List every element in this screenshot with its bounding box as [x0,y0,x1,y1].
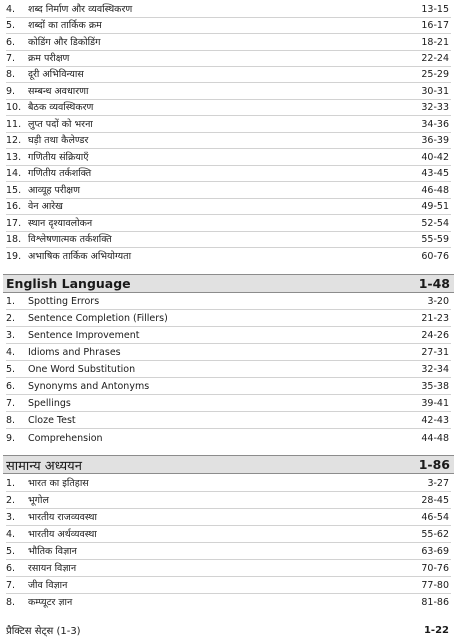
item-title: भूगोल [28,494,49,506]
item-title: भारत का इतिहास [28,477,89,489]
item-pages: 13-15 [421,3,449,15]
item-title: बैठक व्यवस्थिकरण [28,101,94,113]
section-header-english [3,274,454,293]
item-number: 7. [6,397,16,409]
item-number: 5. [6,545,16,557]
item-title: Synonyms and Antonyms [28,380,150,392]
item-pages: 43-45 [421,167,449,179]
toc-row [6,216,451,232]
section-pages: 1-48 [418,276,450,291]
toc-row [6,431,451,447]
item-number: 3. [6,329,16,341]
item-title: Comprehension [28,433,103,444]
item-title: गणितीय संक्रियाएँ [28,151,89,163]
item-pages: 27-31 [421,346,449,358]
toc-row [6,578,451,594]
item-number: 11. [6,118,22,130]
item-title: आव्यूह परीक्षण [28,184,80,196]
item-pages: 63-69 [421,545,449,557]
toc-row [6,544,451,560]
item-pages: 70-76 [421,562,449,574]
item-number: 17. [6,217,22,229]
toc-row [6,396,451,412]
item-pages: 24-26 [421,329,449,341]
item-pages: 42-43 [421,414,449,426]
item-title: भौतिक विज्ञान [28,545,77,557]
item-number: 4. [6,346,16,358]
item-number: 9. [6,433,16,444]
toc-row [6,328,451,344]
item-title: One Word Substitution [28,363,136,375]
practice-title: प्रैक्टिस सेट्स (1-3) [6,626,81,637]
item-pages: 36-39 [421,134,449,146]
toc-row [6,117,451,133]
item-number: 7. [6,579,16,591]
item-number: 2. [6,494,16,506]
item-pages: 35-38 [421,380,449,392]
item-title: कम्प्यूटर ज्ञान [28,597,73,608]
item-title: लुप्त पदों को भरना [28,118,93,130]
toc-row [6,249,451,265]
item-title: वेन आरेख [28,200,63,212]
toc-row [6,294,451,310]
toc-row [6,2,451,18]
practice-pages: 1-22 [423,624,449,636]
item-title: कोडिंग और डिकोडिंग [28,36,101,48]
toc-row [6,51,451,67]
section-pages: 1-86 [418,457,450,472]
item-pages: 18-21 [421,36,449,48]
item-number: 2. [6,312,16,324]
item-number: 6. [6,380,16,392]
item-number: 19. [6,251,22,262]
item-pages: 39-41 [421,397,449,409]
toc-row [6,345,451,361]
item-number: 4. [6,528,16,540]
practice-sets-row [6,622,451,638]
toc-row [6,311,451,327]
toc-row [6,476,451,492]
item-number: 13. [6,151,22,163]
item-title: सम्बन्ध अवधारणा [28,85,89,97]
item-number: 6. [6,36,16,48]
item-pages: 25-29 [421,68,449,80]
item-pages: 44-48 [421,433,449,444]
item-pages: 21-23 [421,312,449,324]
item-pages: 22-24 [421,52,449,64]
item-number: 3. [6,511,16,523]
item-title: रसायन विज्ञान [28,562,77,574]
item-pages: 3-27 [427,477,449,489]
toc-row [6,35,451,51]
item-title: जीव विज्ञान [28,579,68,591]
item-title: भारतीय अर्थव्यवस्था [28,528,97,540]
item-pages: 60-76 [421,251,449,262]
item-title: भारतीय राजव्यवस्था [28,511,97,523]
item-number: 1. [6,477,16,489]
item-pages: 46-54 [421,511,449,523]
item-number: 8. [6,68,16,80]
item-pages: 55-59 [421,233,449,245]
item-pages: 32-34 [421,363,449,375]
item-pages: 55-62 [421,528,449,540]
item-number: 5. [6,19,16,31]
toc-row [6,84,451,100]
section-title: English Language [6,276,131,291]
toc-row [6,100,451,116]
item-number: 8. [6,597,16,608]
item-number: 1. [6,295,16,307]
toc-row [6,561,451,577]
item-number: 7. [6,52,16,64]
item-pages: 49-51 [421,200,449,212]
item-title: अभाषिक तार्किक अभियोग्यता [28,251,132,262]
item-number: 15. [6,184,22,196]
item-pages: 16-17 [421,19,449,31]
item-title: शब्द निर्माण और व्यवस्थिकरण [28,3,133,15]
toc-row [6,362,451,378]
item-number: 18. [6,233,22,245]
item-title: दूरी अभिविन्यास [28,68,84,80]
toc-row [6,510,451,526]
toc-row [6,379,451,395]
item-title: क्रम परीक्षण [28,52,70,64]
item-pages: 30-31 [421,85,449,97]
item-number: 16. [6,200,22,212]
toc-row [6,595,451,611]
item-number: 9. [6,85,16,97]
item-number: 8. [6,414,16,426]
toc-row [6,166,451,182]
item-pages: 34-36 [421,118,449,130]
toc-row [6,199,451,215]
item-number: 6. [6,562,16,574]
item-title: Spotting Errors [28,295,100,307]
toc-row [6,133,451,149]
item-title: Cloze Test [28,414,76,426]
item-pages: 32-33 [421,101,449,113]
section-title: सामान्य अध्ययन [6,458,82,474]
toc-row [6,67,451,83]
item-title: विश्लेषणात्मक तर्कशक्ति [28,233,112,245]
item-number: 5. [6,363,16,375]
item-title: गणितीय तर्कशक्ति [28,167,92,179]
item-number: 4. [6,3,16,15]
item-title: Spellings [28,397,71,409]
item-pages: 40-42 [421,151,449,163]
toc-row [6,183,451,199]
item-pages: 3-20 [427,295,449,307]
item-pages: 46-48 [421,184,449,196]
item-title: Idioms and Phrases [28,346,121,358]
toc-row [6,413,451,429]
item-title: Sentence Completion (Fillers) [28,312,168,324]
item-pages: 81-86 [421,597,449,608]
toc-row [6,18,451,34]
item-number: 10. [6,101,22,113]
item-pages: 52-54 [421,217,449,229]
item-number: 12. [6,134,22,146]
item-title: शब्दों का तार्किक क्रम [28,19,102,31]
item-title: Sentence Improvement [28,329,140,341]
item-title: स्थान दृश्यावलोकन [28,217,93,229]
item-pages: 77-80 [421,579,449,591]
toc-row [6,232,451,248]
toc-row [6,527,451,543]
item-title: घड़ी तथा कैलेण्डर [28,134,89,146]
section-header-general-studies [3,455,454,474]
toc-row [6,150,451,166]
item-pages: 28-45 [421,494,449,506]
toc-row [6,493,451,509]
item-number: 14. [6,167,22,179]
